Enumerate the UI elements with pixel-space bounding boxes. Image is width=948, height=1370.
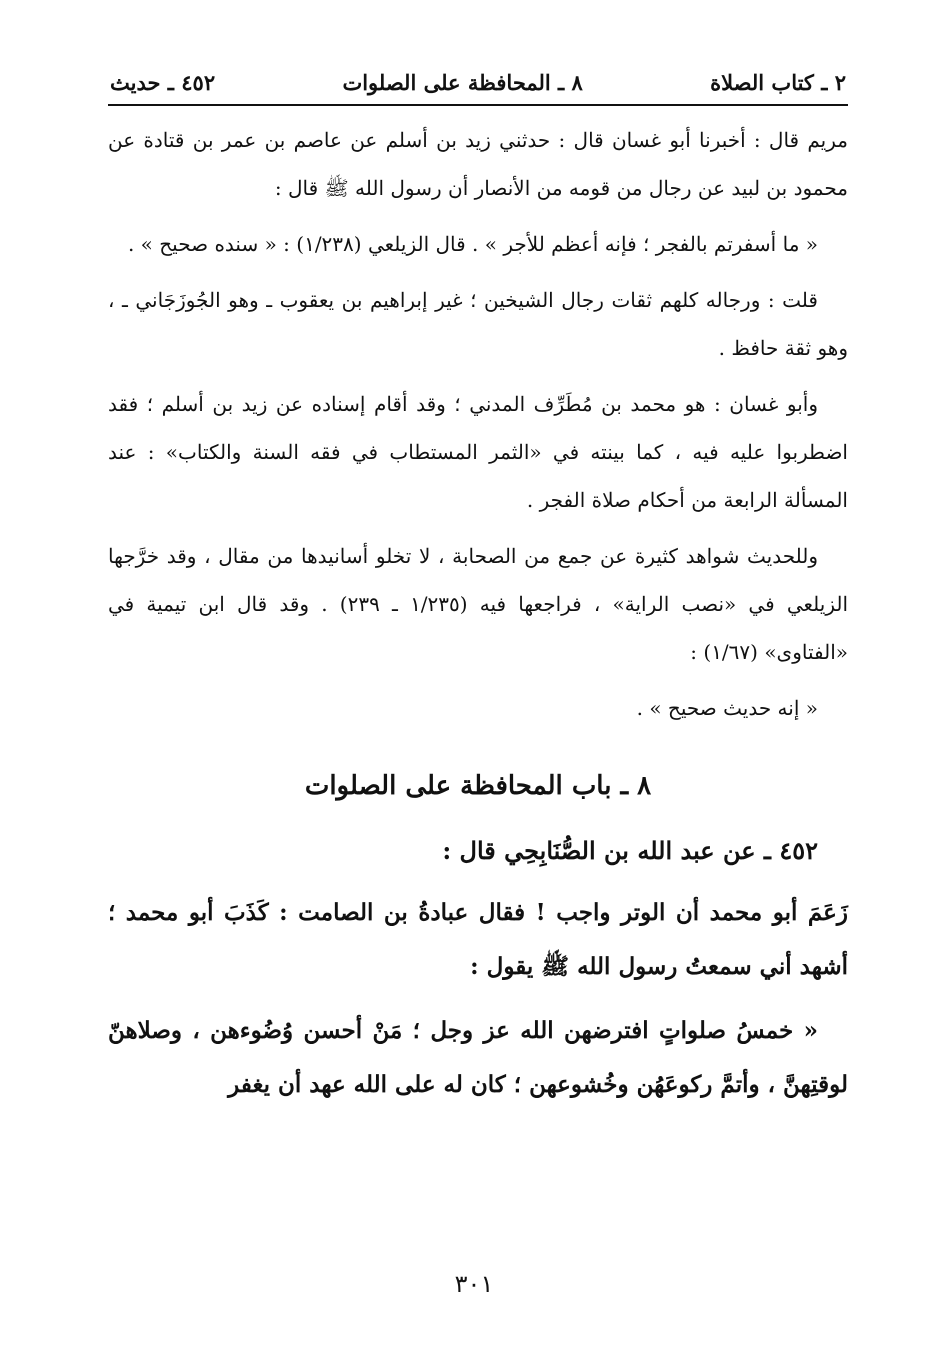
page [108,60,848,1122]
hadith-text-intro: زَعَمَ أبو محمد أن الوتر واجب ! فقال عبادةُ بن الصامت : كَذَبَ أبو محمد ؛ أشهد أني سمعتُ رسول الله ﷺ يقول : [108,899,848,980]
chapter-title: ٨ ـ باب المحافظة على الصلوات [304,771,652,801]
paragraph-quote-zaylai: « ما أسفرتم بالفجر ؛ فإنه أعظم للأجر » . قال الزيلعي (١/٢٣٨) : « سنده صحيح » . [127,232,818,256]
running-header [108,60,848,106]
paragraph-isnad: مريم قال : أخبرنا أبو غسان قال : حدثني زيد بن أسلم عن عاصم بن عمر بن قتادة عن محمود بن لبيد عن رجال من قومه من الأنصار أن رسول الله ﷺ قال : [108,128,848,200]
paragraph-ibn-taymiyya-quote: « إنه حديث صحيح » . [636,696,818,720]
paragraph-narrators: قلت : ورجاله كلهم ثقات رجال الشيخين ؛ غير إبراهيم بن يعقوب ـ وهو الجُوزَجَاني ـ ، وهو ثقة حافظ . [108,288,848,360]
header-book-title: ٢ ـ كتاب الصلاة [710,69,846,95]
header-hadith-number: ٤٥٢ ـ حديث [110,69,216,95]
paragraph-abu-ghassan: وأبو غسان : هو محمد بن مُطَرِّف المدني ؛ وقد أقام إسناده عن زيد بن أسلم ؛ فقد اضطربوا عليه فيه ، كما بينته في «الثمر المستطاب في فقه السنة والكتاب» : عند المسألة الرابعة من أحكام صلاة الفجر . [108,392,848,512]
hadith-heading: ٤٥٢ ـ عن عبد الله بن الصُّنَابِحِي قال : [442,836,818,865]
hadith-text-main: « خمسُ صلواتٍ افترضهن الله عز وجل ؛ مَنْ أحسن وُضُوءهن ، وصلاهنّ لوقتِهنَّ ، وأتمَّ ركوعَهُن وخُشوعهن ؛ كان له على الله عهد أن يغفر [108,1017,848,1098]
body-text [108,116,848,1112]
page-number: ٣٠١ [454,1270,494,1298]
paragraph-shawahid: وللحديث شواهد كثيرة عن جمع من الصحابة ، لا تخلو أسانيدها من مقال ، وقد خرَّجها الزيلعي في «نصب الراية» ، فراجعها فيه (١/٢٣٥ ـ ٢٣٩) . وقد قال ابن تيمية في «الفتاوى» (١/٦٧) : [108,544,849,664]
header-chapter-title: ٨ ـ المحافظة على الصلوات [342,69,583,95]
